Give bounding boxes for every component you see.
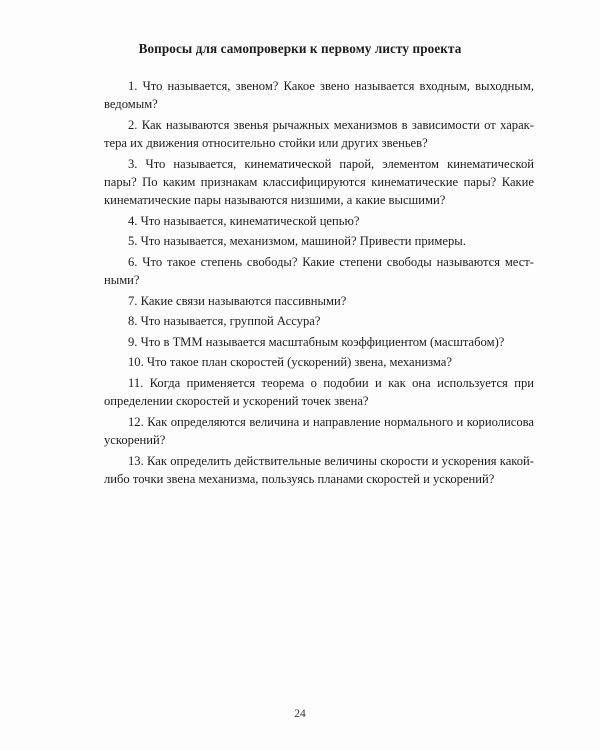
page-number: 24 [294, 708, 306, 720]
question-11: 11. Когда применяется теорема о подобии и как она используется при определении скоростей и ускорений точек звена? [104, 375, 534, 409]
question-7: 7. Какие связи называются пассивными? [128, 293, 347, 308]
question-5: 5. Что называется, механизмом, машиной? Привести примеры. [128, 234, 466, 249]
question-1: 1. Что называется, звеном? Какое звено называется входным, выходным, ведомым? [104, 79, 534, 112]
question-9: 9. Что в ТММ называется масштабным коэффициентом (масштабом)? [128, 334, 505, 349]
question-6: 6. Что такое степень свободы? Какие степени свободы называются местными? [104, 254, 534, 287]
question-3: 3. Что называется, кинематической парой, элементом кинематической пары? По каким признакам классифицируются кинематические пары? Какие кинематические пары называются низшими, а какие высшими? [104, 156, 534, 207]
question-12: 12. Как определяются величина и направление нормального и кориолисова ускорений? [104, 414, 534, 447]
question-13: 13. Как определить действительные величины скорости и ускорения какой-либо точки звена механизма, пользуясь планами скоростей и ускорений? [104, 453, 534, 486]
question-2: 2. Как называются звенья рычажных механизмов в зависимости от характера их движения относительно стойки или других звеньев? [104, 117, 534, 150]
question-10: 10. Что такое план скоростей (ускорений) звена, механизма? [128, 355, 452, 370]
question-4: 4. Что называется, кинематической цепью? [128, 213, 360, 228]
page-title: Вопросы для самопроверки к первому листу проекта [138, 41, 462, 56]
question-list [104, 77, 534, 490]
question-8: 8. Что называется, группой Ассура? [128, 314, 321, 329]
